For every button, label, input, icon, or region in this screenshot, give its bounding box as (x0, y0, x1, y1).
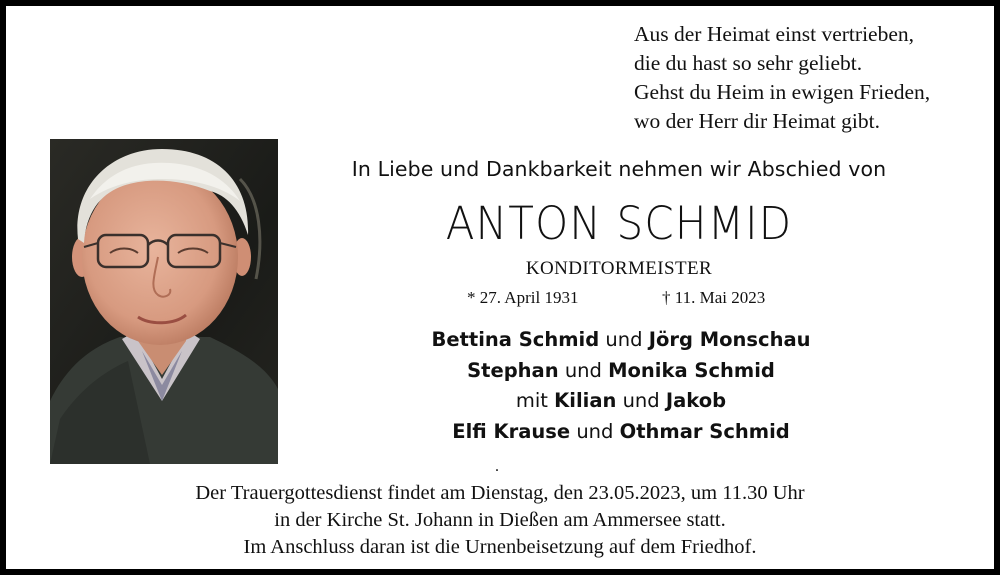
service-line: Im Anschluss daran ist die Urnenbeisetzung auf dem Friedhof. (243, 536, 757, 558)
family-member: Elfi Krause (452, 419, 571, 443)
service-info (6, 480, 994, 561)
deceased-title: KONDITORMEISTER (525, 258, 713, 279)
family-member: Stephan (467, 358, 559, 382)
family-list (326, 325, 916, 447)
family-line (326, 417, 916, 448)
family-member: Jakob (665, 389, 727, 412)
service-line: in der Kirche St. Johann in Dießen am Ammersee statt. (274, 509, 726, 531)
family-conjunction: und (576, 419, 614, 443)
family-line (326, 325, 916, 356)
deceased-name: ANTON SCHMID (445, 197, 793, 250)
family-line (326, 386, 916, 417)
poem-line: wo der Herr dir Heimat gibt. (634, 109, 880, 133)
family-member: Bettina Schmid (431, 328, 600, 351)
family-conjunction: und (622, 389, 660, 412)
birth-date: * 27. April 1931 (467, 288, 579, 307)
farewell-intro: In Liebe und Dankbarkeit nehmen wir Abschied von (351, 157, 887, 181)
family-line (326, 356, 916, 387)
family-member: Othmar Schmid (619, 419, 790, 443)
poem (634, 20, 930, 136)
poem-line: die du hast so sehr geliebt. (634, 51, 863, 75)
portrait-photo (50, 139, 278, 464)
family-member: Kilian (554, 389, 617, 412)
poem-line: Gehst du Heim in ewigen Frieden, (634, 80, 931, 104)
family-preposition: mit (515, 389, 548, 412)
service-line: Der Trauergottesdienst findet am Dienstag, den 23.05.2023, um 11.30 Uhr (195, 482, 805, 504)
portrait-illustration (50, 139, 278, 464)
family-member: Jörg Monschau (648, 328, 811, 351)
death-date: † 11. Mai 2023 (662, 288, 766, 307)
family-conjunction: und (564, 358, 602, 382)
separator-dot: . (495, 458, 499, 475)
family-member: Monika Schmid (608, 358, 775, 382)
poem-line: Aus der Heimat einst vertrieben, (634, 22, 915, 46)
family-conjunction: und (605, 328, 643, 351)
